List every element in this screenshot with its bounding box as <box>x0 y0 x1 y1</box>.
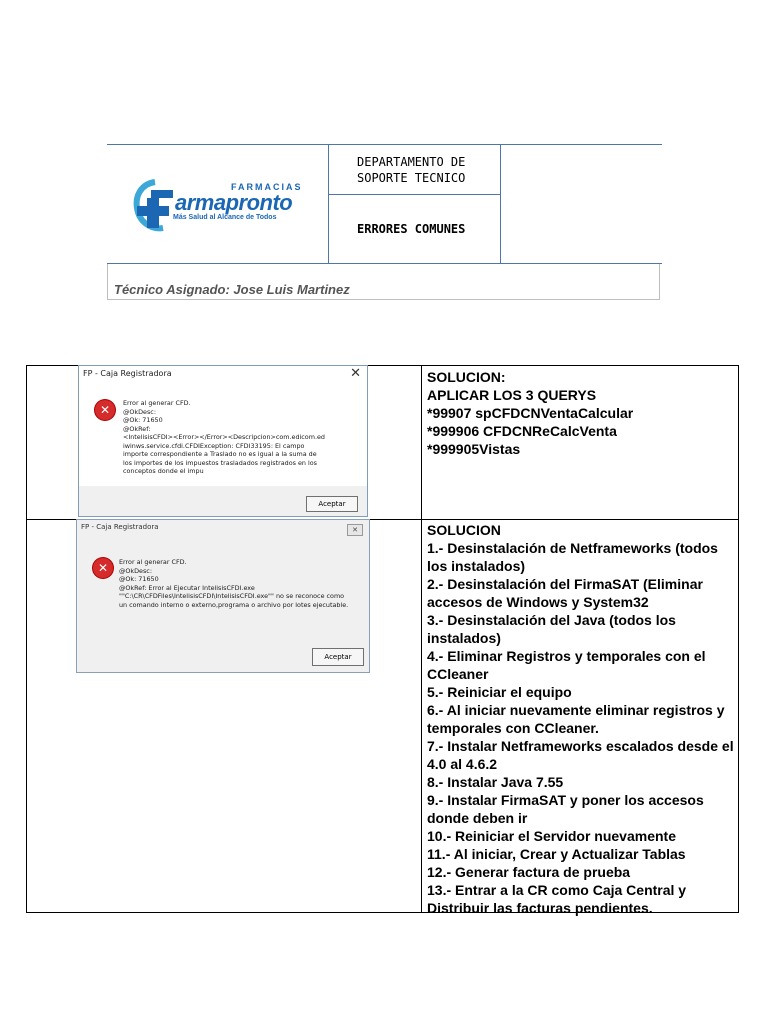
error-icon: ✕ <box>93 558 113 578</box>
solution-2-line: 8.- Instalar Java 7.55 <box>427 774 564 790</box>
table-column-divider <box>421 366 422 912</box>
solution-2-line: 13.- Entrar a la CR como Caja Central y Distribuir las facturas pendientes. <box>427 882 690 916</box>
dialog-title: FP - Caja Registradora <box>81 523 159 531</box>
dialog-title: FP - Caja Registradora <box>83 369 172 378</box>
header-divider-middle <box>328 194 500 195</box>
error-dialog-1 <box>78 365 368 517</box>
header-divider-right <box>500 144 501 264</box>
solution-2 <box>427 521 737 917</box>
farmapronto-logo <box>133 178 313 234</box>
header-divider-left <box>328 144 329 264</box>
accept-button[interactable]: Aceptar <box>306 496 358 512</box>
solution-1-line: *99907 spCFDCNVentaCalcular <box>427 405 634 421</box>
solution-2-line: 6.- Al iniciar nuevamente eliminar registros y temporales con CCleaner. <box>427 702 729 736</box>
solution-1-line: SOLUCION: <box>427 369 506 385</box>
close-icon[interactable]: ✕ <box>347 524 363 536</box>
solution-1-line: *999906 CFDCNReCalcVenta <box>427 423 617 439</box>
solution-1 <box>427 368 633 458</box>
dialog-message: Error al generar CFD. @OkDesc: @Ok: 71650 @OkRef: <IntelisisCFDI><Error></Error><Descripcion>com.edicom.ed iwinws.service.cfdi.CFDIException: CFDI33195: El campo importe correspondiente a Traslado no es igual a la suma de los importes de los impuestos trasladados registrados en los conceptos donde el impu <box>123 399 325 475</box>
solution-2-line: 9.- Instalar FirmaSAT y poner los accesos donde deben ir <box>427 792 708 826</box>
solution-2-line: 4.- Eliminar Registros y temporales con el CCleaner <box>427 648 710 682</box>
solution-2-line: 2.- Desinstalación del FirmaSAT (Eliminar accesos de Windows y System32 <box>427 576 707 610</box>
header-top-border <box>107 144 662 145</box>
solution-2-line: 7.- Instalar Netframeworks escalados desde el 4.0 al 4.6.2 <box>427 738 738 772</box>
department-label: DEPARTAMENTO DE SOPORTE TECNICO <box>357 155 466 185</box>
solution-1-line: *999905Vistas <box>427 441 521 457</box>
solution-2-line: 10.- Reiniciar el Servidor nuevamente <box>427 828 676 844</box>
technician-box <box>107 264 660 300</box>
error-icon: ✕ <box>95 400 115 420</box>
solution-2-line: 1.- Desinstalación de Netframeworks (todos los instalados) <box>427 540 722 574</box>
error-dialog-2 <box>76 519 370 673</box>
logo-brand-text: armapronto <box>175 190 293 215</box>
solution-2-line: 5.- Reiniciar el equipo <box>427 684 572 700</box>
logo-tagline: Más Salud al Alcance de Todos <box>173 214 277 221</box>
solution-2-line: SOLUCION <box>427 522 501 538</box>
solution-1-line: APLICAR LOS 3 QUERYS <box>427 387 597 403</box>
solution-2-line: 3.- Desinstalación del Java (todos los instalados) <box>427 612 680 646</box>
close-icon[interactable]: ✕ <box>350 366 361 381</box>
logo-farmacias-text: FARMACIAS <box>231 182 303 192</box>
solution-2-line: 12.- Generar factura de prueba <box>427 864 631 880</box>
logo-cross-icon <box>133 178 177 234</box>
technician-label: Técnico Asignado: Jose Luis Martinez <box>114 282 350 297</box>
dialog-message: Error al generar CFD. @OkDesc: @Ok: 71650 @OkRef: Error al Ejecutar IntelisisCFDI.exe ""C:\CR\CFDFiles\IntelisisCFDI\IntelisisCFDI.exe"" no se reconoce como un comando interno o externo,programa o archivo por lotes ejecutable. <box>119 558 349 609</box>
accept-button[interactable]: Aceptar <box>312 648 364 666</box>
solution-2-line: 11.- Al iniciar, Crear y Actualizar Tablas <box>427 846 686 862</box>
section-label: ERRORES COMUNES <box>357 222 466 236</box>
